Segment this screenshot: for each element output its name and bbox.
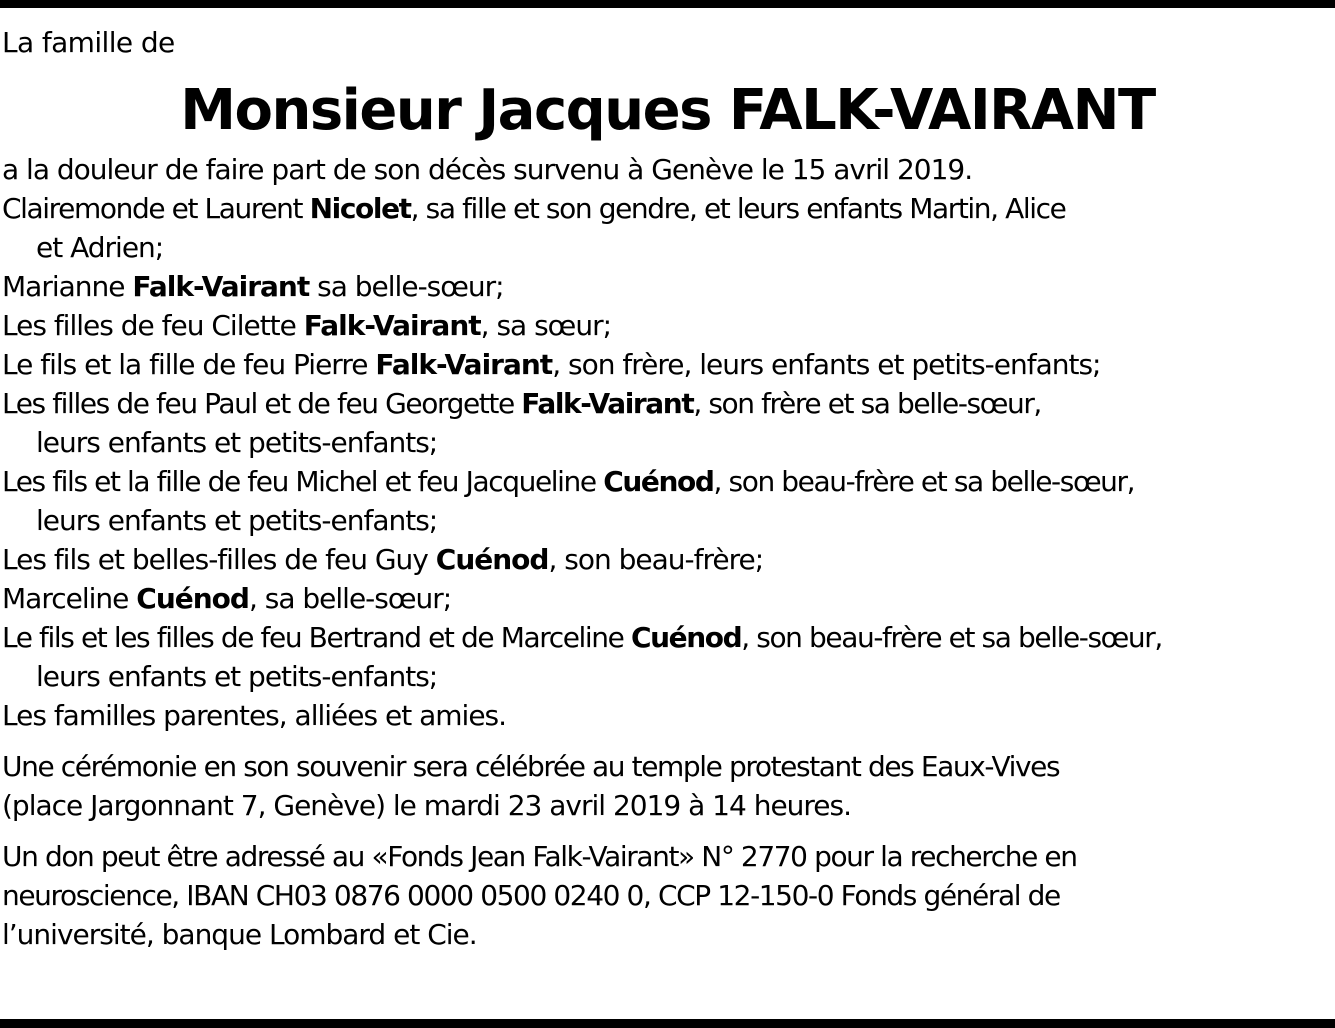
mourner-line-continuation: leurs enfants et petits-enfants;: [36, 426, 438, 459]
mourner-line: Le fils et les filles de feu Bertrand et de Marceline Cuénod, son beau-frère et sa belle-sœur,: [2, 621, 1162, 654]
ceremony-text: Une cérémonie en son souvenir sera célébrée au temple protestant des Eaux-Vives: [2, 750, 1060, 783]
donation-text: l’université, banque Lombard et Cie.: [2, 918, 477, 951]
mourner-line: Marianne Falk-Vairant sa belle-sœur;: [2, 270, 504, 303]
mourner-line: Le fils et la fille de feu Pierre Falk-Vairant, son frère, leurs enfants et petits-enfants;: [2, 348, 1101, 381]
mourner-line: Les filles de feu Paul et de feu Georgette Falk-Vairant, son frère et sa belle-sœur,: [2, 387, 1041, 420]
paragraph-gap: [2, 735, 1333, 747]
mourner-line: Les familles parentes, alliées et amies.: [2, 699, 507, 732]
bottom-rule: [0, 1019, 1335, 1028]
intro-text: La famille de: [2, 26, 175, 59]
obituary-notice: [2, 24, 1333, 954]
ceremony-text: (place Jargonnant 7, Genève) le mardi 23 avril 2019 à 14 heures.: [2, 789, 852, 822]
deceased-name: Monsieur Jacques FALK-VAIRANT: [180, 78, 1155, 143]
mourner-line: Les filles de feu Cilette Falk-Vairant, sa sœur;: [2, 309, 612, 342]
paragraph-gap: [2, 825, 1333, 837]
mourner-line-continuation: et Adrien;: [36, 231, 164, 264]
mourner-line: Les fils et belles-filles de feu Guy Cuénod, son beau-frère;: [2, 543, 764, 576]
mourner-line: Clairemonde et Laurent Nicolet, sa fille et son gendre, et leurs enfants Martin, Alice: [2, 192, 1066, 225]
mourner-line-continuation: leurs enfants et petits-enfants;: [36, 660, 438, 693]
donation-text: neuroscience, IBAN CH03 0876 0000 0500 0240 0, CCP 12-150-0 Fonds général de: [2, 879, 1060, 912]
mourner-line: Les fils et la fille de feu Michel et feu Jacqueline Cuénod, son beau-frère et sa belle-sœur,: [2, 465, 1135, 498]
top-rule: [0, 0, 1335, 8]
announcement-text: a la douleur de faire part de son décès survenu à Genève le 15 avril 2019.: [2, 153, 973, 186]
mourner-line-continuation: leurs enfants et petits-enfants;: [36, 504, 438, 537]
donation-text: Un don peut être adressé au «Fonds Jean Falk-Vairant» N° 2770 pour la recherche en: [2, 840, 1077, 873]
mourner-line: Marceline Cuénod, sa belle-sœur;: [2, 582, 452, 615]
